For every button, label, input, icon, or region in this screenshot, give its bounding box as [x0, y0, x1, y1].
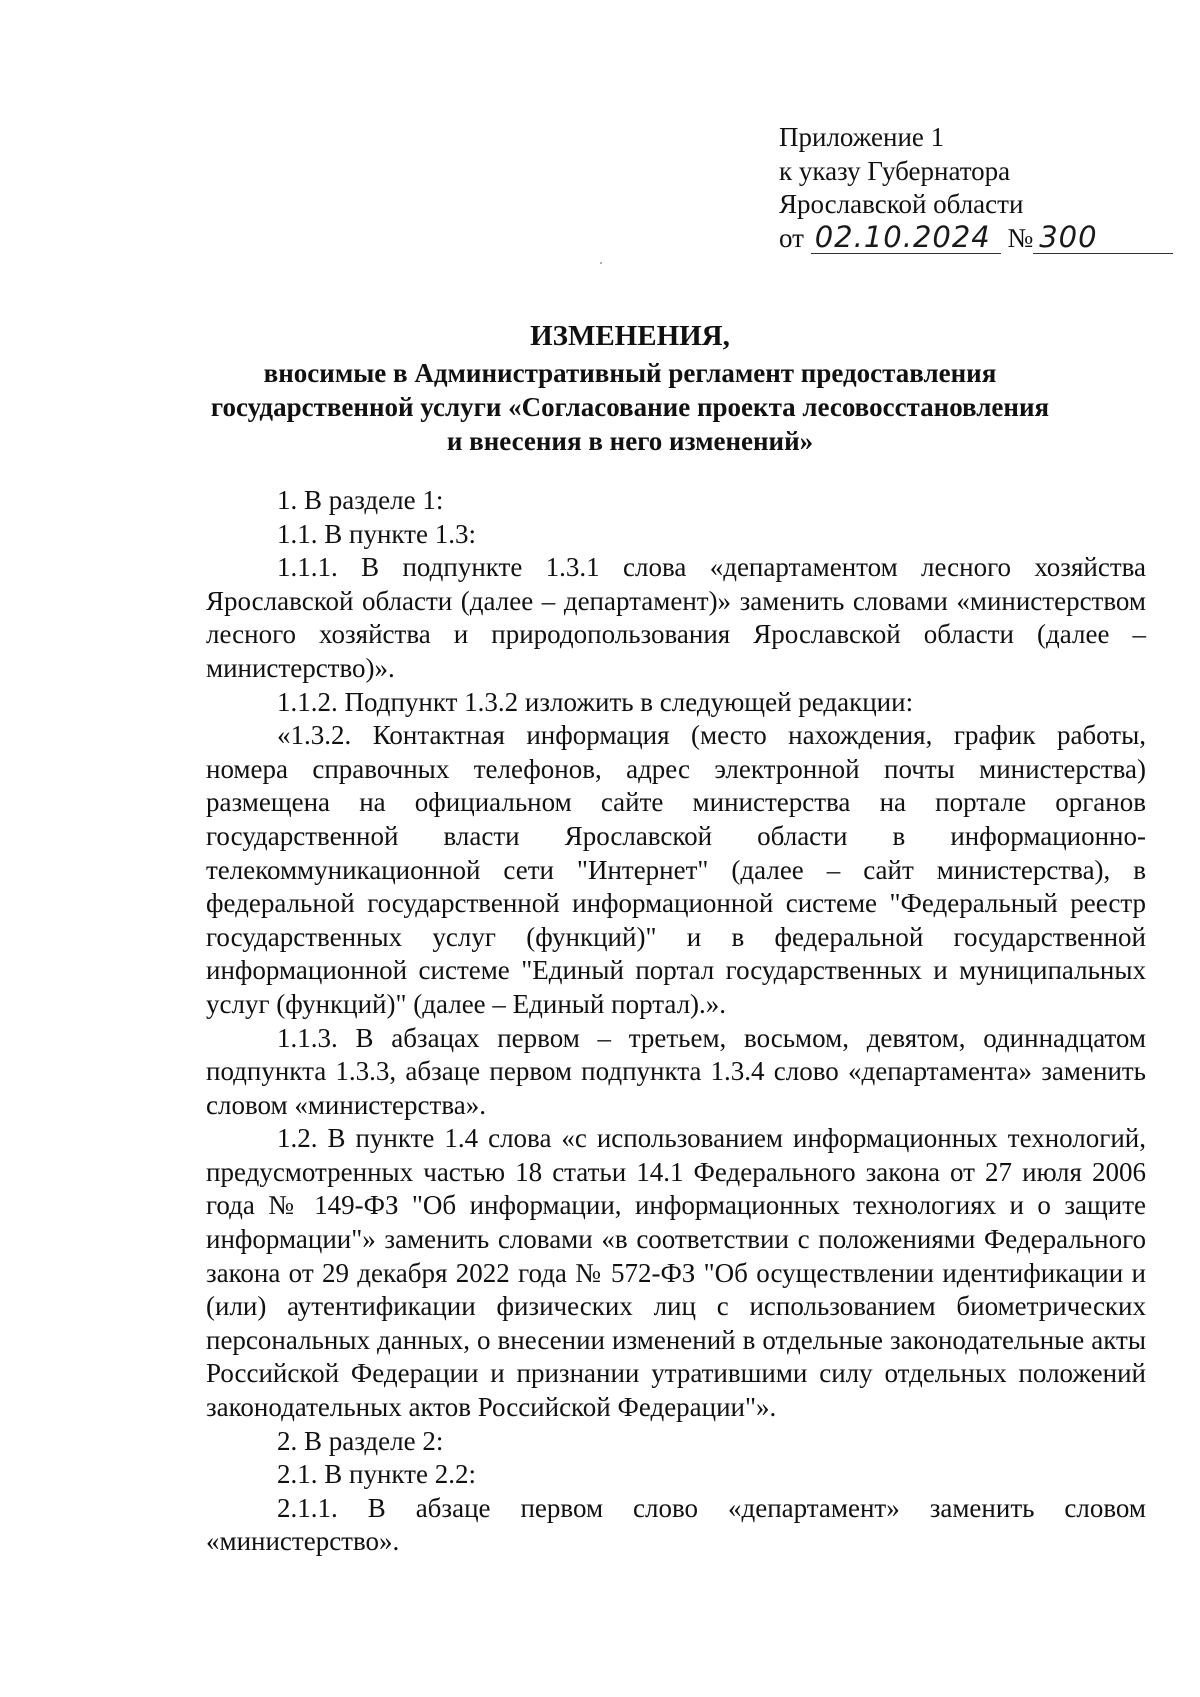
handwritten-date: 02.10.2024: [814, 219, 991, 254]
paragraph: 1.2. В пункте 1.4 слова «с использованием информационных технологий, предусмотренных частью 18 статьи 14.1 Федерального закона от 27 июля 2006 года № 149-ФЗ "Об информации, информационных технологиях и о защите информации"» заменить словами «в соответствии с положениями Федерального закона от 29 декабря 2022 года № 572-ФЗ "Об осуществлении идентификации и (или) аутентификации физических лиц с использованием биометрических персональных данных, о внесении изменений в отдельные законодательные акты Российской Федерации и признании утратившими силу отдельных положений законодательных актов Российской Федерации"».: [206, 1123, 1146, 1423]
title-line-2: государственной услуги «Согласование проекта лесовосстановления: [210, 392, 1050, 422]
paragraph: «1.3.2. Контактная информация (место нахождения, график работы, номера справочных телефонов, адрес электронной почты министерства) размещена на официальном сайте министерства на портале органов государственной власти Ярославской области в информационно-телекоммуникационной сети "Интернет" (далее – сайт министерства), в федеральной государственной информационной системе "Федеральный реестр государственных услуг (функций)" и в федеральной государственной информационной системе "Единый портал государственных и муниципальных услуг (функций)" (далее – Единый портал).».: [206, 720, 1146, 1019]
scan-speck: [600, 262, 602, 264]
paragraph: 1.1. В пункте 1.3:: [277, 518, 476, 549]
annex-number-field: [1033, 219, 1173, 254]
paragraph: 1.1.2. Подпункт 1.3.2 изложить в следующей редакции:: [277, 686, 914, 717]
paragraph: 2. В разделе 2:: [277, 1425, 444, 1456]
title-line-1: вносимые в Административный регламент предоставления: [263, 358, 997, 388]
paragraph: 2.1.1. В абзаце первом слово «департамент» заменить словом «министерство».: [206, 1492, 1146, 1557]
annex-date-prefix: от: [779, 222, 804, 253]
handwritten-number: 300: [1039, 219, 1098, 254]
paragraph: 1.1.3. В абзацах первом – третьем, восьмом, девятом, одиннадцатом подпункта 1.3.3, абзаце первом подпункта 1.3.4 слово «департамента» заменить словом «министерства».: [206, 1022, 1146, 1120]
annex-line-1: Приложение 1: [779, 122, 945, 152]
title-main: ИЗМЕНЕНИЯ,: [530, 320, 730, 352]
annex-number-sign: №: [1007, 222, 1034, 253]
annex-line-2: к указу Губернатора: [779, 155, 1011, 186]
title-line-3: и внесения в него изменений»: [446, 426, 814, 456]
annex-date-field: [811, 219, 1001, 254]
paragraph: 2.1. В пункте 2.2:: [277, 1459, 476, 1490]
annex-line-3: Ярославской области: [779, 189, 1024, 220]
document-body: [206, 484, 1146, 1559]
paragraph: 1.1.1. В подпункте 1.3.1 слова «департаментом лесного хозяйства Ярославской области (далее – департамент)» заменить словами «министерством лесного хозяйства и природопользования Ярославской области (далее – министерство)».: [206, 552, 1146, 683]
document-title: [190, 318, 1070, 458]
paragraph: 1. В разделе 1:: [277, 485, 444, 515]
annex-date-line: [779, 219, 1139, 256]
annex-header: [779, 121, 1139, 255]
